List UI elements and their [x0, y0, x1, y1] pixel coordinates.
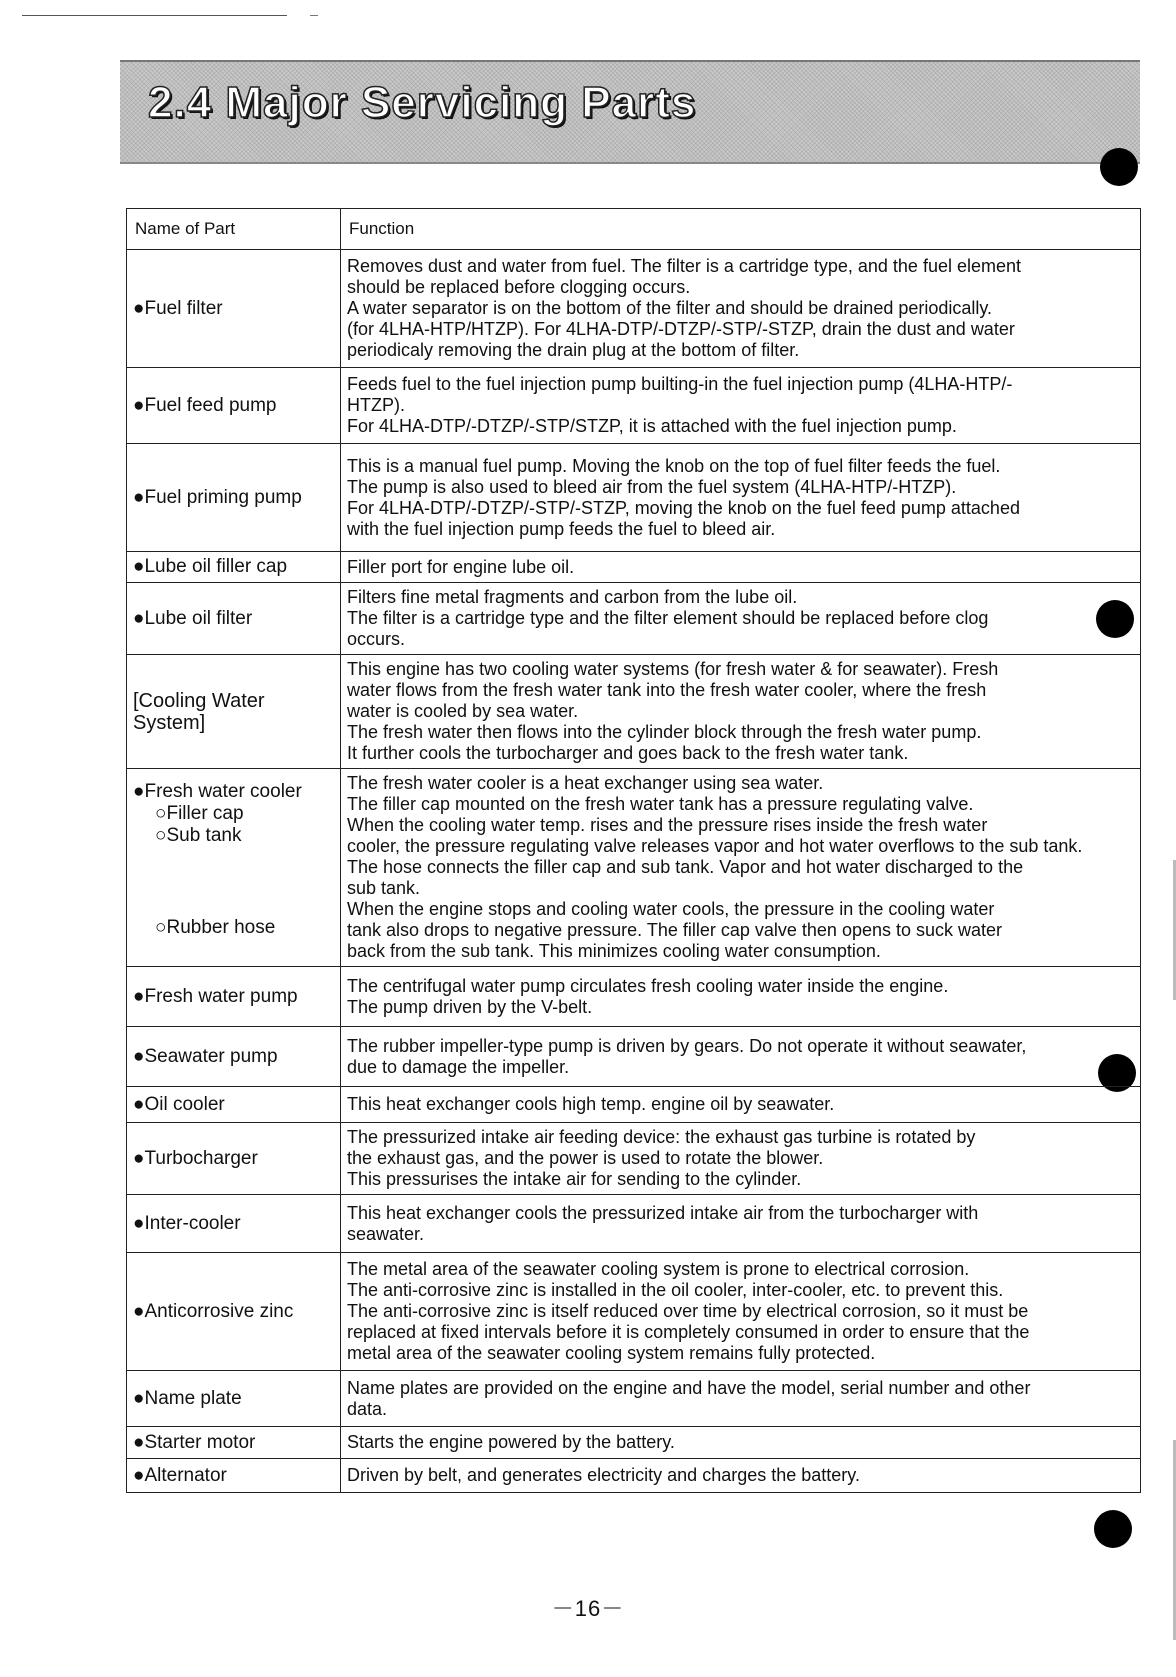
function-text-line: occurs.: [347, 629, 406, 649]
part-name-cell: [127, 1123, 341, 1195]
function-text-line: The anti-corrosive zinc is itself reduced over time by electrical corrosion, so it must be: [347, 1301, 1029, 1321]
table-row: [127, 1027, 1141, 1087]
part-function-cell: [341, 655, 1141, 769]
section-banner: [120, 60, 1140, 164]
part-name-cell: [127, 368, 341, 444]
table-row: [127, 967, 1141, 1027]
table-row: [127, 1371, 1141, 1427]
table-row: [127, 444, 1141, 552]
table-row: [127, 655, 1141, 769]
part-name: ●Fuel filter: [133, 297, 223, 319]
part-name: ●Inter-cooler: [133, 1212, 241, 1234]
function-text-line: due to damage the impeller.: [347, 1056, 570, 1077]
part-name-cell: [127, 655, 341, 769]
top-rule: [22, 15, 287, 16]
part-name: ●Anticorrosive zinc: [133, 1300, 294, 1322]
part-function-cell: [341, 552, 1141, 583]
part-function-cell: [341, 1087, 1141, 1123]
function-text-line: metal area of the seawater cooling system remains fully protected.: [347, 1343, 876, 1363]
table-row: [127, 1195, 1141, 1253]
function-text-line: It further cools the turbocharger and goes back to the fresh water tank.: [347, 743, 909, 763]
function-text-line: Driven by belt, and generates electricity and charges the battery.: [347, 1465, 860, 1485]
function-text-line: with the fuel injection pump feeds the fuel to bleed air.: [347, 518, 776, 539]
function-text-line: The filter is a cartridge type and the filter element should be replaced before clog: [347, 608, 989, 628]
header-function: Function: [341, 209, 1141, 250]
function-text-line: This heat exchanger cools the pressurized intake air from the turbocharger with: [347, 1202, 979, 1223]
function-text-line: The metal area of the seawater cooling system is prone to electrical corrosion.: [347, 1259, 970, 1279]
part-name: ●Fresh water cooler: [133, 781, 302, 802]
table-row: [127, 1459, 1141, 1493]
part-function-cell: [341, 1253, 1141, 1371]
function-text-line: The pump driven by the V-belt.: [347, 996, 593, 1017]
function-text-line: The rubber impeller-type pump is driven by gears. Do not operate it without seawater,: [347, 1035, 1027, 1056]
function-text-line: This engine has two cooling water systems (for fresh water & for seawater). Fresh: [347, 659, 999, 679]
part-name-cell: [127, 552, 341, 583]
function-text-line: (for 4LHA-HTP/HTZP). For 4LHA-DTP/-DTZP/-STP/-STZP, drain the dust and water: [347, 319, 1015, 339]
function-text-line: should be replaced before clogging occurs.: [347, 277, 691, 297]
function-text-line: This pressurises the intake air for sending to the cylinder.: [347, 1169, 802, 1189]
part-name: ●Turbocharger: [133, 1147, 258, 1169]
function-text-line: This heat exchanger cools high temp. engine oil by seawater.: [347, 1094, 835, 1114]
part-name-cell: [127, 1253, 341, 1371]
part-name-cell: [127, 250, 341, 368]
function-text-line: For 4LHA-DTP/-DTZP/-STP/-STZP, moving the knob on the fuel feed pump attached: [347, 497, 1020, 518]
function-text-line: replaced at fixed intervals before it is completely consumed in order to ensure that the: [347, 1322, 1030, 1342]
part-name-cell: [127, 1427, 341, 1459]
table-row: [127, 1253, 1141, 1371]
table-row: [127, 1427, 1141, 1459]
part-name-cell: [127, 583, 341, 655]
part-name: ●Starter motor: [133, 1431, 256, 1453]
part-function-cell: [341, 1123, 1141, 1195]
function-text-line: water is cooled by sea water.: [347, 701, 579, 721]
function-text-line: sub tank.: [347, 878, 421, 898]
function-text-line: For 4LHA-DTP/-DTZP/-STP/STZP, it is attached with the fuel injection pump.: [347, 416, 957, 436]
function-text-line: The hose connects the filler cap and sub tank. Vapor and hot water discharged to the: [347, 857, 1024, 877]
function-text-line: The fresh water cooler is a heat exchanger using sea water.: [347, 773, 824, 793]
part-name: ●Seawater pump: [133, 1045, 278, 1067]
punch-hole-bottom: [1094, 1510, 1132, 1548]
part-name: ●Alternator: [133, 1464, 227, 1486]
part-name-cell: [127, 444, 341, 552]
function-text-line: A water separator is on the bottom of the filter and should be drained periodically.: [347, 298, 993, 318]
function-text-line: water flows from the fresh water tank into the fresh water cooler, where the fresh: [347, 680, 987, 700]
function-text-line: The fresh water then flows into the cylinder block through the fresh water pump.: [347, 722, 982, 742]
part-subitem: ○Filler cap: [155, 803, 244, 824]
function-text-line: The centrifugal water pump circulates fresh cooling water inside the engine.: [347, 975, 949, 996]
function-text-line: Name plates are provided on the engine and have the model, serial number and other: [347, 1377, 1031, 1398]
function-text-line: HTZP).: [347, 395, 405, 415]
part-name-cell: [127, 769, 341, 967]
part-name-cell: [127, 1371, 341, 1427]
function-text-line: seawater.: [347, 1223, 425, 1244]
function-text-line: Filler port for engine lube oil.: [347, 556, 575, 577]
function-text-line: When the cooling water temp. rises and the pressure rises inside the fresh water: [347, 815, 988, 835]
function-text-line: Starts the engine powered by the battery.: [347, 1432, 675, 1452]
function-text-line: tank also drops to negative pressure. The filler cap valve then opens to suck water: [347, 920, 1003, 940]
part-function-cell: [341, 250, 1141, 368]
servicing-parts-table: [126, 208, 1141, 1493]
function-text-line: The pump is also used to bleed air from the fuel system (4LHA-HTP/-HTZP).: [347, 476, 957, 497]
function-text-line: Removes dust and water from fuel. The filter is a cartridge type, and the fuel element: [347, 256, 1022, 276]
function-text-line: The anti-corrosive zinc is installed in the oil cooler, inter-cooler, etc. to prevent this.: [347, 1280, 1004, 1300]
part-name-cell: [127, 1087, 341, 1123]
function-text-line: The filler cap mounted on the fresh water tank has a pressure regulating valve.: [347, 794, 974, 814]
part-name: ●Fuel priming pump: [133, 486, 302, 508]
part-function-cell: [341, 967, 1141, 1027]
part-function-cell: [341, 444, 1141, 552]
function-text-line: periodicaly removing the drain plug at the bottom of filter.: [347, 340, 800, 360]
table-row: [127, 1123, 1141, 1195]
table-row: [127, 583, 1141, 655]
part-function-cell: [341, 368, 1141, 444]
part-name: ●Fuel feed pump: [133, 394, 277, 416]
punch-hole-top: [1100, 148, 1138, 186]
part-name-cell: [127, 1459, 341, 1493]
function-text-line: When the engine stops and cooling water cools, the pressure in the cooling water: [347, 899, 995, 919]
page-number: －16－: [551, 1596, 625, 1621]
part-subitem: ○Rubber hose: [155, 917, 276, 938]
table-header-row: [127, 209, 1141, 250]
table-row: [127, 769, 1141, 967]
function-text-line: Feeds fuel to the fuel injection pump builting-in the fuel injection pump (4LHA-HTP/-: [347, 374, 1013, 394]
function-text-line: cooler, the pressure regulating valve releases vapor and hot water overflows to the sub tank.: [347, 836, 1083, 856]
function-text-line: data.: [347, 1398, 388, 1419]
part-name: ●Lube oil filler cap: [133, 556, 288, 577]
part-subitem: ○Sub tank: [155, 825, 242, 846]
part-function-cell: [341, 1371, 1141, 1427]
table-row: [127, 250, 1141, 368]
header-name-of-part: Name of Part: [127, 209, 341, 250]
part-function-cell: [341, 1459, 1141, 1493]
part-name: [Cooling Water System]: [133, 689, 265, 734]
top-dash: [310, 15, 318, 16]
part-function-cell: [341, 583, 1141, 655]
part-name: ●Fresh water pump: [133, 985, 298, 1007]
part-name-cell: [127, 1027, 341, 1087]
part-name-cell: [127, 967, 341, 1027]
part-function-cell: [341, 1027, 1141, 1087]
table-row: [127, 552, 1141, 583]
subitem-spacer: [133, 847, 334, 917]
section-title: 2.4 Major Servicing Parts: [148, 78, 697, 127]
function-text-line: Filters fine metal fragments and carbon from the lube oil.: [347, 587, 798, 607]
function-text-line: the exhaust gas, and the power is used to rotate the blower.: [347, 1148, 824, 1168]
table-row: [127, 368, 1141, 444]
function-text-line: This is a manual fuel pump. Moving the knob on the top of fuel filter feeds the fuel.: [347, 455, 1001, 476]
part-name: ●Lube oil filter: [133, 607, 253, 629]
function-text-line: back from the sub tank. This minimizes cooling water consumption.: [347, 941, 881, 961]
part-function-cell: [341, 769, 1141, 967]
part-function-cell: [341, 1195, 1141, 1253]
part-name: ●Oil cooler: [133, 1093, 225, 1115]
part-name: ●Name plate: [133, 1387, 242, 1409]
part-name-cell: [127, 1195, 341, 1253]
table-row: [127, 1087, 1141, 1123]
part-function-cell: [341, 1427, 1141, 1459]
function-text-line: The pressurized intake air feeding device: the exhaust gas turbine is rotated by: [347, 1127, 976, 1147]
